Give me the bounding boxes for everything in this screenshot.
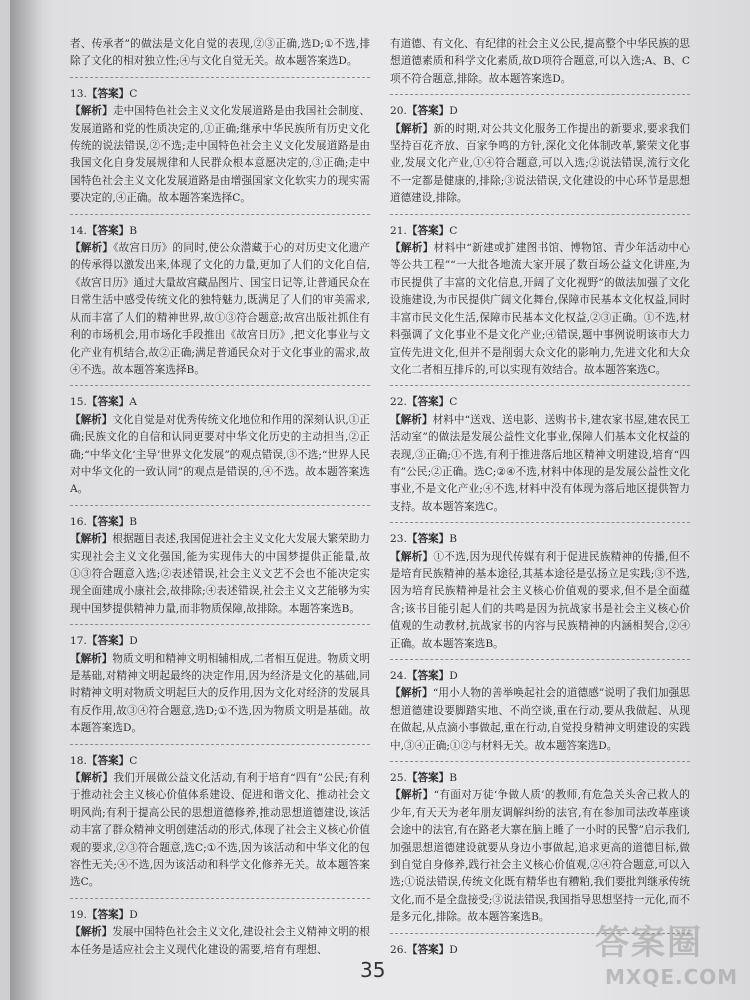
- answer-value: B: [449, 533, 458, 546]
- question-number: 14.: [70, 224, 87, 237]
- explanation-text: 材料中“新建或扩建图书馆、博物馆、青少年活动中心等公共工程”“一大批各地流大家开展了数百场公益文化讲座,为市民提供了丰富的文化信息,开阔了文化视野”的做法加强了文化设施建设,为市民提供广阔文化舞台,保障市民基本文化权益,同时丰富市民文化生活,保障市民基本文化权益,②③正确。①不选,材料强调了文化事业不是文化产业;④错误,题中事例说明该市大力宣传先进文化,但并不是削弱大众文化的影响力,先进文化和大众文化二者相互排斥的,可以实现有效结合。故本题答案选C。: [390, 242, 691, 376]
- explanation-text: 文化自觉是对优秀传统文化地位和作用的深刻认识,①正确;民族文化的自信和认同更要对中华文化历史的主动担当,②正确;“中华文化‘主导’世界文化发展”的观点错误,③不选;“世界人民对中华文化的一致认同”的观点是错误的,④不选。故本题答案选A。: [70, 413, 370, 496]
- answer-line: [390, 223, 690, 240]
- explanation-text: 发展中国特色社会主义文化,建设社会主义精神文明的根本任务是适应社会主义现代化建设的需要,培育有理想、: [70, 926, 370, 956]
- explanation-label: 【解析】: [390, 550, 434, 563]
- answer-item: [390, 668, 690, 762]
- answer-label: 【答案】: [406, 396, 450, 409]
- explanation-label: 【解析】: [70, 413, 113, 426]
- explanation-text: 有道德、有文化、有纪律的社会主义公民,提高整个中华民族的思想道德素质和科学文化素质,故D项符合题意,可以入选;A、B、C项不符合题意,排除。故本题答案选D。: [390, 38, 690, 85]
- answer-item: [70, 223, 370, 387]
- explanation-text: 我们开展做公益文化活动,有利于培育“四有”公民;有利于推动社会主义核心价值体系建设、促进和谐文化、推动社会文明风尚;有利于提高公民的思想道德修养,推动思想道德建设,该活动丰富了群众精神文明创建活动的形式,体现了社会主义核心价值观的要求,②③符合题意,选C;①不选,因为该活动和中华文化的包容性无关;④不选,因为该活动和科学文化修养无关。故本题答案选C。: [70, 772, 370, 889]
- answer-item: [390, 36, 690, 95]
- answer-line: [70, 633, 370, 650]
- answer-label: 【答案】: [86, 87, 130, 100]
- watermark-text: 答案圈: [595, 923, 703, 963]
- question-number: 18.: [70, 754, 87, 767]
- explanation-label: 【解析】: [390, 687, 433, 700]
- answer-value: D: [129, 908, 138, 921]
- question-number: 19.: [70, 908, 87, 921]
- answer-value: D: [449, 943, 458, 956]
- answer-item: [70, 907, 370, 965]
- explanation-text: 者、传承者”的做法是文化自觉的表现,②③正确,选D;①不选,排除了文化的相对独立性;④与文化自觉无关。故本题答案选D。: [70, 38, 370, 68]
- answer-value: C: [129, 754, 138, 767]
- explanation: [390, 240, 690, 379]
- answer-label: 【答案】: [86, 754, 130, 767]
- question-number: 23.: [390, 533, 407, 546]
- question-number: 20.: [390, 105, 407, 118]
- answer-line: [390, 668, 690, 685]
- answer-label: 【答案】: [406, 105, 450, 118]
- explanation: [390, 787, 690, 926]
- answer-item: [390, 394, 690, 523]
- answer-line: [70, 223, 370, 240]
- answer-label: 【答案】: [406, 224, 450, 237]
- explanation-text: 材料中“送戏、送电影、送购书卡,建农家书屋,建农民工活动室”的做法是发展公益性文化事业,保障人们基本文化权益的表现,③正确;①不选,有利于推进落后地区精神文明建设,培育“四有”公民;②正确。选C;②④不选,材料中体现的是发展公益性文化事业,不是文化产业;④不选,材料中没有体现为落后地区提供智力支持。故本题答案选C。: [390, 413, 690, 513]
- answer-value: B: [449, 772, 458, 785]
- answer-line: [70, 394, 370, 411]
- answer-line: [390, 394, 690, 411]
- answer-item: [390, 770, 690, 934]
- explanation-label: 【解析】: [390, 242, 434, 255]
- explanation: [390, 121, 690, 208]
- explanation: [390, 549, 690, 653]
- explanation-text: 走中国特色社会主义文化发展道路是由我国社会制度、发展道路和党的性质决定的,①正确;继承中华民族所有历史文化传统的说法错误,②不选;走中国特色社会主义文化发展道路是由我国文化自身发展规律和人民群众根本意愿决定的,③正确;走中国特色社会主义文化发展道路是由增强国家文化软实力的现实需要决定的,④正确。故本题答案选择C。: [70, 105, 370, 205]
- answer-value: D: [129, 635, 138, 648]
- answer-item: [70, 394, 370, 505]
- answer-value: C: [129, 87, 138, 100]
- explanation: [70, 924, 370, 959]
- explanation: [70, 36, 370, 71]
- answer-line: [70, 86, 370, 103]
- explanation-text: 《故宫日历》的同时,使公众潜藏于心的对历史文化遗产的传承得以激发出来,体现了文化的力量,更加了人们的文化自信,《故宫日历》通过大量故宫藏品图片、国宝日记等,让普通民众在日常生活中感受传统文化的独特魅力,既满足了人们的审美需求,从而丰富了人们的精神世界,故①③符合题意;故宫出版社抓住有利的市场机会,用市场化手段推出《故宫日历》,把文化事业与文化产业有机结合,故②正确;满足普通民众对于文化事业的需求,故④不选。故本题答案选择B。: [70, 242, 370, 376]
- explanation-label: 【解析】: [70, 242, 114, 255]
- explanation: [70, 770, 370, 892]
- question-number: 16.: [70, 515, 87, 528]
- answer-item: [70, 514, 370, 625]
- document-page: [10, 0, 750, 1000]
- explanation-text: 新的时期,对公共文化服务工作提出的新要求,要求我们坚持百花齐放、百家争鸣的方针,深化文化体制改革,繁荣文化事业,发展文化产业,①④符合题意,可以入选;②说法错误,流行文化不一定都是健康的,排除;③说法错误,文化建设的中心环节是思想道德建设,排除。: [390, 122, 691, 205]
- explanation-label: 【解析】: [390, 789, 434, 802]
- right-column: [390, 36, 690, 973]
- answer-item: [70, 36, 370, 78]
- explanation-text: 物质文明和精神文明相辅相成,二者相互促进。物质文明是基础,对精神文明起最终的决定作用,因为经济是文化的基础,同时精神文明对物质文明起巨大的反作用,因为文化对经济的发展具有反作用,故③④符合题意,选D;①不选,因为物质文明是基础。故本题答案选D。: [70, 652, 370, 735]
- explanation-label: 【解析】: [390, 122, 434, 135]
- explanation-text: “有面对万徒‘争做人质’的教师,有危急关头舍己救人的少年,有天天为老年朋友调解纠纷的法官,有在参加司法改革座谈会途中的法官,有在路老大寨在脑上睡了一小时的民警”启示我们,加强思想道德建设就要从身边小事做起,追求更高的道德目标,做到自觉自身修养,践行社会主义核心价值观,②④符合题意,可以入选;①说法错误,传统文化既有精华也有糟粕,我们要批判继承传统文化,而不是全盘接受;③说法错误,我国指导思想坚持一元化,而不是多元化,排除。故本题答案选B。: [390, 789, 690, 924]
- answer-line: [390, 770, 690, 787]
- answer-label: 【答案】: [406, 533, 450, 546]
- answer-value: C: [449, 396, 458, 409]
- question-number: 13.: [70, 87, 87, 100]
- answer-value: D: [449, 105, 458, 118]
- explanation: [70, 531, 370, 618]
- answer-label: 【答案】: [406, 670, 450, 682]
- explanation: [390, 685, 690, 755]
- explanation-text: “用小人物的善举唤起社会的道德感”说明了我们加强思想道德建设要脚踏实地、不尚空谈,重在行动,要从我做起、从现在做起,从点滴小事做起,重在行动,自觉投身精神文明建设的实践中,③④正确;①②与材料无关。故本题答案选D。: [390, 687, 690, 752]
- answer-line: [390, 531, 690, 548]
- left-column: [70, 36, 370, 973]
- answer-label: 【答案】: [86, 224, 130, 237]
- answer-label: 【答案】: [406, 772, 450, 785]
- watermark-logo: [595, 915, 745, 995]
- answer-line: [70, 753, 370, 770]
- question-number: 17.: [70, 635, 87, 648]
- book-spine-shadow: [10, 0, 42, 1000]
- answer-value: D: [449, 670, 458, 682]
- explanation-label: 【解析】: [70, 533, 113, 546]
- explanation: [70, 412, 370, 499]
- question-number: 24.: [390, 670, 407, 682]
- explanation-label: 【解析】: [390, 413, 433, 426]
- explanation-text: ①不选,因为现代传媒有利于促进民族精神的传播,但不是培育民族精神的基本途径,其基本途径是弘扬立足实践;③不选,因为培育民族精神是社会主义核心价值观的要求,但不是全面蕴含;该书目能引起人们的共鸣是因为抗战家书是社会主义核心价值观的生动教材,抗战家书的内容与民族精神的内涵相契合,②④正确。故本题答案选B。: [390, 550, 691, 650]
- question-number: 25.: [390, 772, 407, 785]
- explanation: [390, 412, 690, 516]
- answer-label: 【答案】: [86, 908, 130, 921]
- explanation: [390, 36, 690, 88]
- answer-line: [390, 103, 690, 120]
- watermark-url: MXQE.COM: [605, 965, 739, 989]
- page-number: 35: [360, 958, 386, 982]
- answer-label: 【答案】: [86, 515, 130, 528]
- explanation: [70, 240, 370, 379]
- answer-value: A: [129, 396, 137, 409]
- answer-value: C: [449, 224, 458, 237]
- answer-line: [70, 514, 370, 531]
- question-number: 22.: [390, 396, 407, 409]
- answer-item: [390, 223, 690, 387]
- answer-item: [70, 633, 370, 744]
- answer-item: [70, 86, 370, 215]
- explanation-label: 【解析】: [70, 105, 113, 118]
- explanation-text: 根据题目表述,我国促进社会主义文化大发展大繁荣助力实现社会主义文化强国,能为实现伟大的中国梦提供正能量,故①③符合题意入选;②表述错误,社会主义文艺不会也不能决定实现全面建成小康社会,故排除;④表述错误,社会主义文艺能够为实现中国梦提供精神力量,而非物质保障,故排除。本题答案选B。: [70, 533, 370, 615]
- question-number: 26.: [390, 943, 407, 956]
- explanation-label: 【解析】: [70, 772, 114, 785]
- answer-label: 【答案】: [406, 943, 450, 956]
- question-number: 15.: [70, 396, 87, 409]
- answer-item: [390, 103, 690, 214]
- answer-item: [70, 753, 370, 899]
- answer-item: [390, 531, 690, 660]
- explanation-label: 【解析】: [70, 652, 113, 665]
- explanation: [70, 651, 370, 738]
- explanation: [70, 103, 370, 207]
- answer-line: [70, 907, 370, 924]
- answer-value: B: [129, 224, 138, 237]
- answer-label: 【答案】: [86, 635, 130, 648]
- answer-value: B: [129, 515, 138, 528]
- explanation-label: 【解析】: [70, 926, 113, 939]
- question-number: 21.: [390, 224, 407, 237]
- answer-label: 【答案】: [86, 396, 130, 409]
